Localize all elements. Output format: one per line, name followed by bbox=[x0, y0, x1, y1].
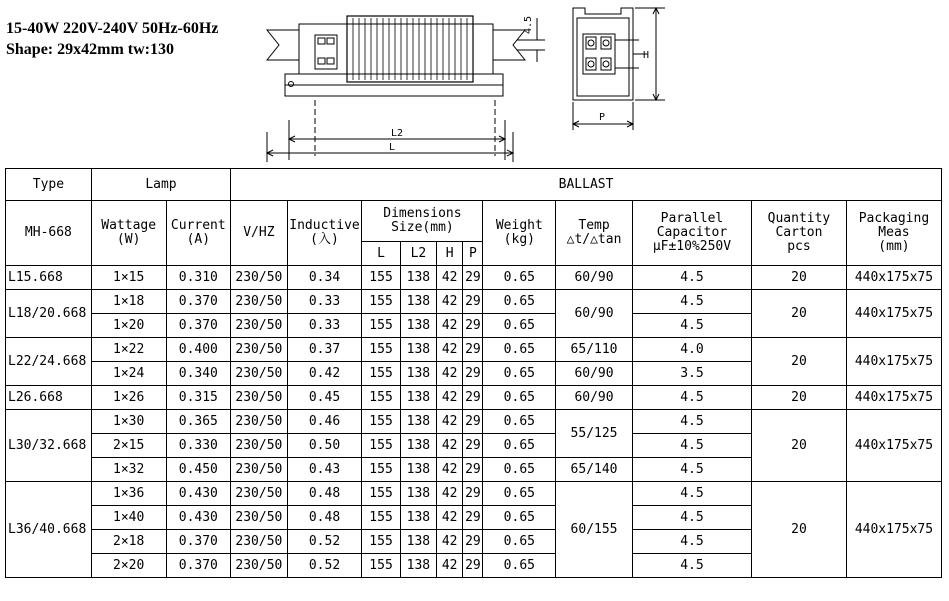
cell-quantity: 20 bbox=[752, 266, 847, 290]
header-inductive bbox=[287, 201, 362, 266]
cell-packaging: 440x175x75 bbox=[846, 338, 941, 386]
cell-inductive: 0.48 bbox=[287, 506, 362, 530]
cell-h: 42 bbox=[437, 530, 463, 554]
cell-l2: 138 bbox=[400, 290, 436, 314]
cell-inductive: 0.52 bbox=[287, 554, 362, 578]
cell-wattage: 2×15 bbox=[91, 434, 166, 458]
spec-line-2: Shape: 29x42mm tw:130 bbox=[6, 41, 174, 58]
cell-wattage: 1×18 bbox=[91, 290, 166, 314]
cell-l: 155 bbox=[362, 458, 400, 482]
cell-vhz: 230/50 bbox=[231, 290, 288, 314]
cell-inductive: 0.33 bbox=[287, 314, 362, 338]
cell-type: L26.668 bbox=[6, 386, 92, 410]
cell-vhz: 230/50 bbox=[231, 458, 288, 482]
cell-h: 42 bbox=[437, 410, 463, 434]
cell-l2: 138 bbox=[400, 506, 436, 530]
cell-inductive: 0.48 bbox=[287, 482, 362, 506]
cell-p: 29 bbox=[463, 290, 483, 314]
cell-h: 42 bbox=[437, 362, 463, 386]
cell-packaging: 440x175x75 bbox=[846, 266, 941, 290]
cell-current: 0.340 bbox=[166, 362, 231, 386]
cell-type: L15.668 bbox=[6, 266, 92, 290]
header-ballast: BALLAST bbox=[231, 169, 942, 201]
header-type: Type bbox=[6, 169, 92, 201]
cell-l: 155 bbox=[362, 410, 400, 434]
cell-type: L30/32.668 bbox=[6, 410, 92, 482]
cell-current: 0.400 bbox=[166, 338, 231, 362]
ballast-drawing bbox=[255, 0, 949, 168]
cell-packaging: 440x175x75 bbox=[846, 290, 941, 338]
cell-l: 155 bbox=[362, 482, 400, 506]
quantity-label-1: Quantity bbox=[767, 211, 831, 226]
cell-p: 29 bbox=[463, 554, 483, 578]
cell-weight: 0.65 bbox=[483, 530, 556, 554]
capacitor-label-2: Capacitor bbox=[656, 225, 728, 240]
weight-unit: (kg) bbox=[503, 232, 535, 247]
cell-inductive: 0.42 bbox=[287, 362, 362, 386]
cell-capacitor: 4.5 bbox=[632, 482, 751, 506]
cell-p: 29 bbox=[463, 434, 483, 458]
cell-l: 155 bbox=[362, 554, 400, 578]
cell-p: 29 bbox=[463, 266, 483, 290]
cell-inductive: 0.46 bbox=[287, 410, 362, 434]
table-row bbox=[6, 290, 942, 314]
cell-vhz: 230/50 bbox=[231, 266, 288, 290]
header-dim-l: L bbox=[362, 242, 400, 266]
cell-vhz: 230/50 bbox=[231, 362, 288, 386]
header-dimensions bbox=[362, 201, 483, 242]
capacitor-label-1: Parallel bbox=[660, 211, 724, 226]
cell-vhz: 230/50 bbox=[231, 506, 288, 530]
packaging-label-1: Packaging bbox=[858, 211, 930, 226]
cell-h: 42 bbox=[437, 314, 463, 338]
cell-type: L18/20.668 bbox=[6, 290, 92, 338]
cell-packaging: 440x175x75 bbox=[846, 410, 941, 482]
cell-capacitor: 4.5 bbox=[632, 434, 751, 458]
cell-vhz: 230/50 bbox=[231, 338, 288, 362]
cell-l: 155 bbox=[362, 338, 400, 362]
temp-label: Temp bbox=[578, 218, 610, 233]
header-wattage bbox=[91, 201, 166, 266]
cell-current: 0.370 bbox=[166, 290, 231, 314]
cell-temp: 60/90 bbox=[556, 290, 633, 338]
cell-current: 0.365 bbox=[166, 410, 231, 434]
cell-inductive: 0.34 bbox=[287, 266, 362, 290]
cell-capacitor: 3.5 bbox=[632, 362, 751, 386]
header-weight bbox=[483, 201, 556, 266]
cell-l2: 138 bbox=[400, 458, 436, 482]
cell-p: 29 bbox=[463, 410, 483, 434]
packaging-unit: (mm) bbox=[878, 239, 910, 254]
l-dim-label: L bbox=[389, 142, 396, 153]
cell-l: 155 bbox=[362, 530, 400, 554]
cell-p: 29 bbox=[463, 506, 483, 530]
cell-l: 155 bbox=[362, 506, 400, 530]
inductive-label: Inductive bbox=[289, 218, 360, 233]
cell-vhz: 230/50 bbox=[231, 434, 288, 458]
cell-h: 42 bbox=[437, 554, 463, 578]
current-unit: (A) bbox=[186, 232, 211, 247]
cell-wattage: 2×20 bbox=[91, 554, 166, 578]
cell-current: 0.315 bbox=[166, 386, 231, 410]
cell-temp: 60/155 bbox=[556, 482, 633, 578]
header-capacitor bbox=[632, 201, 751, 266]
inductive-unit: (入) bbox=[310, 232, 339, 247]
cell-l2: 138 bbox=[400, 266, 436, 290]
cell-l2: 138 bbox=[400, 386, 436, 410]
cell-current: 0.370 bbox=[166, 554, 231, 578]
cell-temp: 55/125 bbox=[556, 410, 633, 458]
cell-p: 29 bbox=[463, 458, 483, 482]
cell-wattage: 1×15 bbox=[91, 266, 166, 290]
ballast-spec-table bbox=[5, 168, 942, 578]
header-current bbox=[166, 201, 231, 266]
cell-p: 29 bbox=[463, 338, 483, 362]
wattage-unit: (W) bbox=[116, 232, 141, 247]
cell-p: 29 bbox=[463, 314, 483, 338]
current-label: Current bbox=[170, 218, 226, 233]
cell-l2: 138 bbox=[400, 410, 436, 434]
cell-packaging: 440x175x75 bbox=[846, 386, 941, 410]
cell-temp: 60/90 bbox=[556, 362, 633, 386]
cell-l2: 138 bbox=[400, 482, 436, 506]
cell-p: 29 bbox=[463, 386, 483, 410]
cell-vhz: 230/50 bbox=[231, 482, 288, 506]
cell-temp: 65/110 bbox=[556, 338, 633, 362]
cell-wattage: 1×32 bbox=[91, 458, 166, 482]
cell-type: L36/40.668 bbox=[6, 482, 92, 578]
cell-capacitor: 4.5 bbox=[632, 314, 751, 338]
temp-unit: △t/△tan bbox=[566, 232, 622, 247]
cell-h: 42 bbox=[437, 338, 463, 362]
cell-vhz: 230/50 bbox=[231, 314, 288, 338]
cell-wattage: 2×18 bbox=[91, 530, 166, 554]
cell-current: 0.430 bbox=[166, 482, 231, 506]
cell-wattage: 1×30 bbox=[91, 410, 166, 434]
cell-weight: 0.65 bbox=[483, 458, 556, 482]
cell-l2: 138 bbox=[400, 530, 436, 554]
cell-l2: 138 bbox=[400, 434, 436, 458]
cell-l2: 138 bbox=[400, 338, 436, 362]
side-view bbox=[267, 16, 545, 162]
cell-current: 0.430 bbox=[166, 506, 231, 530]
cell-inductive: 0.37 bbox=[287, 338, 362, 362]
cell-wattage: 1×22 bbox=[91, 338, 166, 362]
header-row-1 bbox=[6, 169, 942, 201]
table-row bbox=[6, 410, 942, 434]
cell-h: 42 bbox=[437, 458, 463, 482]
quantity-label-2: Carton bbox=[775, 225, 823, 240]
cell-capacitor: 4.5 bbox=[632, 410, 751, 434]
cell-current: 0.330 bbox=[166, 434, 231, 458]
cell-quantity: 20 bbox=[752, 338, 847, 386]
table-row bbox=[6, 386, 942, 410]
cell-capacitor: 4.5 bbox=[632, 506, 751, 530]
cell-h: 42 bbox=[437, 482, 463, 506]
cell-capacitor: 4.5 bbox=[632, 386, 751, 410]
cell-wattage: 1×24 bbox=[91, 362, 166, 386]
cell-l2: 138 bbox=[400, 554, 436, 578]
cell-current: 0.450 bbox=[166, 458, 231, 482]
cell-l2: 138 bbox=[400, 362, 436, 386]
wattage-label: Wattage bbox=[101, 218, 157, 233]
thickness-dim-label: 4.5 bbox=[523, 15, 534, 34]
h-dim-label: H bbox=[643, 50, 650, 61]
cell-p: 29 bbox=[463, 482, 483, 506]
cell-type: L22/24.668 bbox=[6, 338, 92, 386]
cell-h: 42 bbox=[437, 386, 463, 410]
cell-vhz: 230/50 bbox=[231, 386, 288, 410]
cell-h: 42 bbox=[437, 506, 463, 530]
cell-temp: 60/90 bbox=[556, 386, 633, 410]
weight-label: Weight bbox=[495, 218, 543, 233]
cell-weight: 0.65 bbox=[483, 362, 556, 386]
cell-weight: 0.65 bbox=[483, 266, 556, 290]
cell-vhz: 230/50 bbox=[231, 530, 288, 554]
cell-l2: 138 bbox=[400, 314, 436, 338]
cell-quantity: 20 bbox=[752, 386, 847, 410]
cell-weight: 0.65 bbox=[483, 386, 556, 410]
header-packaging bbox=[846, 201, 941, 266]
cell-weight: 0.65 bbox=[483, 482, 556, 506]
capacitor-unit: μF±10%250V bbox=[652, 239, 732, 254]
end-view bbox=[573, 8, 665, 130]
cell-h: 42 bbox=[437, 290, 463, 314]
cell-current: 0.370 bbox=[166, 314, 231, 338]
cell-weight: 0.65 bbox=[483, 314, 556, 338]
header-row-2 bbox=[6, 201, 942, 242]
header-dim-l2: L2 bbox=[400, 242, 436, 266]
spec-line-1: 15-40W 220V-240V 50Hz-60Hz bbox=[6, 20, 219, 37]
cell-current: 0.310 bbox=[166, 266, 231, 290]
cell-inductive: 0.43 bbox=[287, 458, 362, 482]
cell-weight: 0.65 bbox=[483, 410, 556, 434]
cell-quantity: 20 bbox=[752, 290, 847, 338]
cell-l: 155 bbox=[362, 314, 400, 338]
cell-packaging: 440x175x75 bbox=[846, 482, 941, 578]
cell-l: 155 bbox=[362, 266, 400, 290]
cell-capacitor: 4.5 bbox=[632, 530, 751, 554]
cell-l: 155 bbox=[362, 290, 400, 314]
packaging-label-2: Meas bbox=[878, 225, 910, 240]
cell-wattage: 1×20 bbox=[91, 314, 166, 338]
cell-capacitor: 4.0 bbox=[632, 338, 751, 362]
cell-weight: 0.65 bbox=[483, 554, 556, 578]
cell-weight: 0.65 bbox=[483, 506, 556, 530]
cell-capacitor: 4.5 bbox=[632, 290, 751, 314]
header-dim-p: P bbox=[463, 242, 483, 266]
header-dim-h: H bbox=[437, 242, 463, 266]
cell-capacitor: 4.5 bbox=[632, 458, 751, 482]
cell-vhz: 230/50 bbox=[231, 554, 288, 578]
dimensions-unit: Size(mm) bbox=[391, 220, 454, 235]
dimensions-label: Dimensions bbox=[383, 206, 462, 221]
cell-wattage: 1×40 bbox=[91, 506, 166, 530]
cell-wattage: 1×36 bbox=[91, 482, 166, 506]
header-quantity bbox=[752, 201, 847, 266]
cell-wattage: 1×26 bbox=[91, 386, 166, 410]
cell-weight: 0.65 bbox=[483, 290, 556, 314]
cell-weight: 0.65 bbox=[483, 434, 556, 458]
cell-inductive: 0.52 bbox=[287, 530, 362, 554]
cell-quantity: 20 bbox=[752, 482, 847, 578]
cell-p: 29 bbox=[463, 362, 483, 386]
header-lamp: Lamp bbox=[91, 169, 230, 201]
cell-h: 42 bbox=[437, 434, 463, 458]
quantity-unit: pcs bbox=[787, 239, 811, 254]
cell-inductive: 0.50 bbox=[287, 434, 362, 458]
cell-l: 155 bbox=[362, 434, 400, 458]
table-row bbox=[6, 338, 942, 362]
header-vhz: V/HZ bbox=[231, 201, 288, 266]
cell-l: 155 bbox=[362, 362, 400, 386]
cell-vhz: 230/50 bbox=[231, 410, 288, 434]
header-temp bbox=[556, 201, 633, 266]
table-row bbox=[6, 482, 942, 506]
cell-inductive: 0.45 bbox=[287, 386, 362, 410]
coil-winding bbox=[347, 16, 473, 82]
cell-inductive: 0.33 bbox=[287, 290, 362, 314]
cell-l: 155 bbox=[362, 386, 400, 410]
cell-p: 29 bbox=[463, 530, 483, 554]
cell-capacitor: 4.5 bbox=[632, 554, 751, 578]
cell-current: 0.370 bbox=[166, 530, 231, 554]
l2-dim-label: L2 bbox=[391, 128, 404, 139]
cell-weight: 0.65 bbox=[483, 338, 556, 362]
cell-temp: 60/90 bbox=[556, 266, 633, 290]
header-model: MH-668 bbox=[6, 201, 92, 266]
table-row bbox=[6, 266, 942, 290]
p-dim-label: P bbox=[599, 112, 606, 123]
cell-quantity: 20 bbox=[752, 410, 847, 482]
cell-h: 42 bbox=[437, 266, 463, 290]
cell-temp: 65/140 bbox=[556, 458, 633, 482]
cell-capacitor: 4.5 bbox=[632, 266, 751, 290]
